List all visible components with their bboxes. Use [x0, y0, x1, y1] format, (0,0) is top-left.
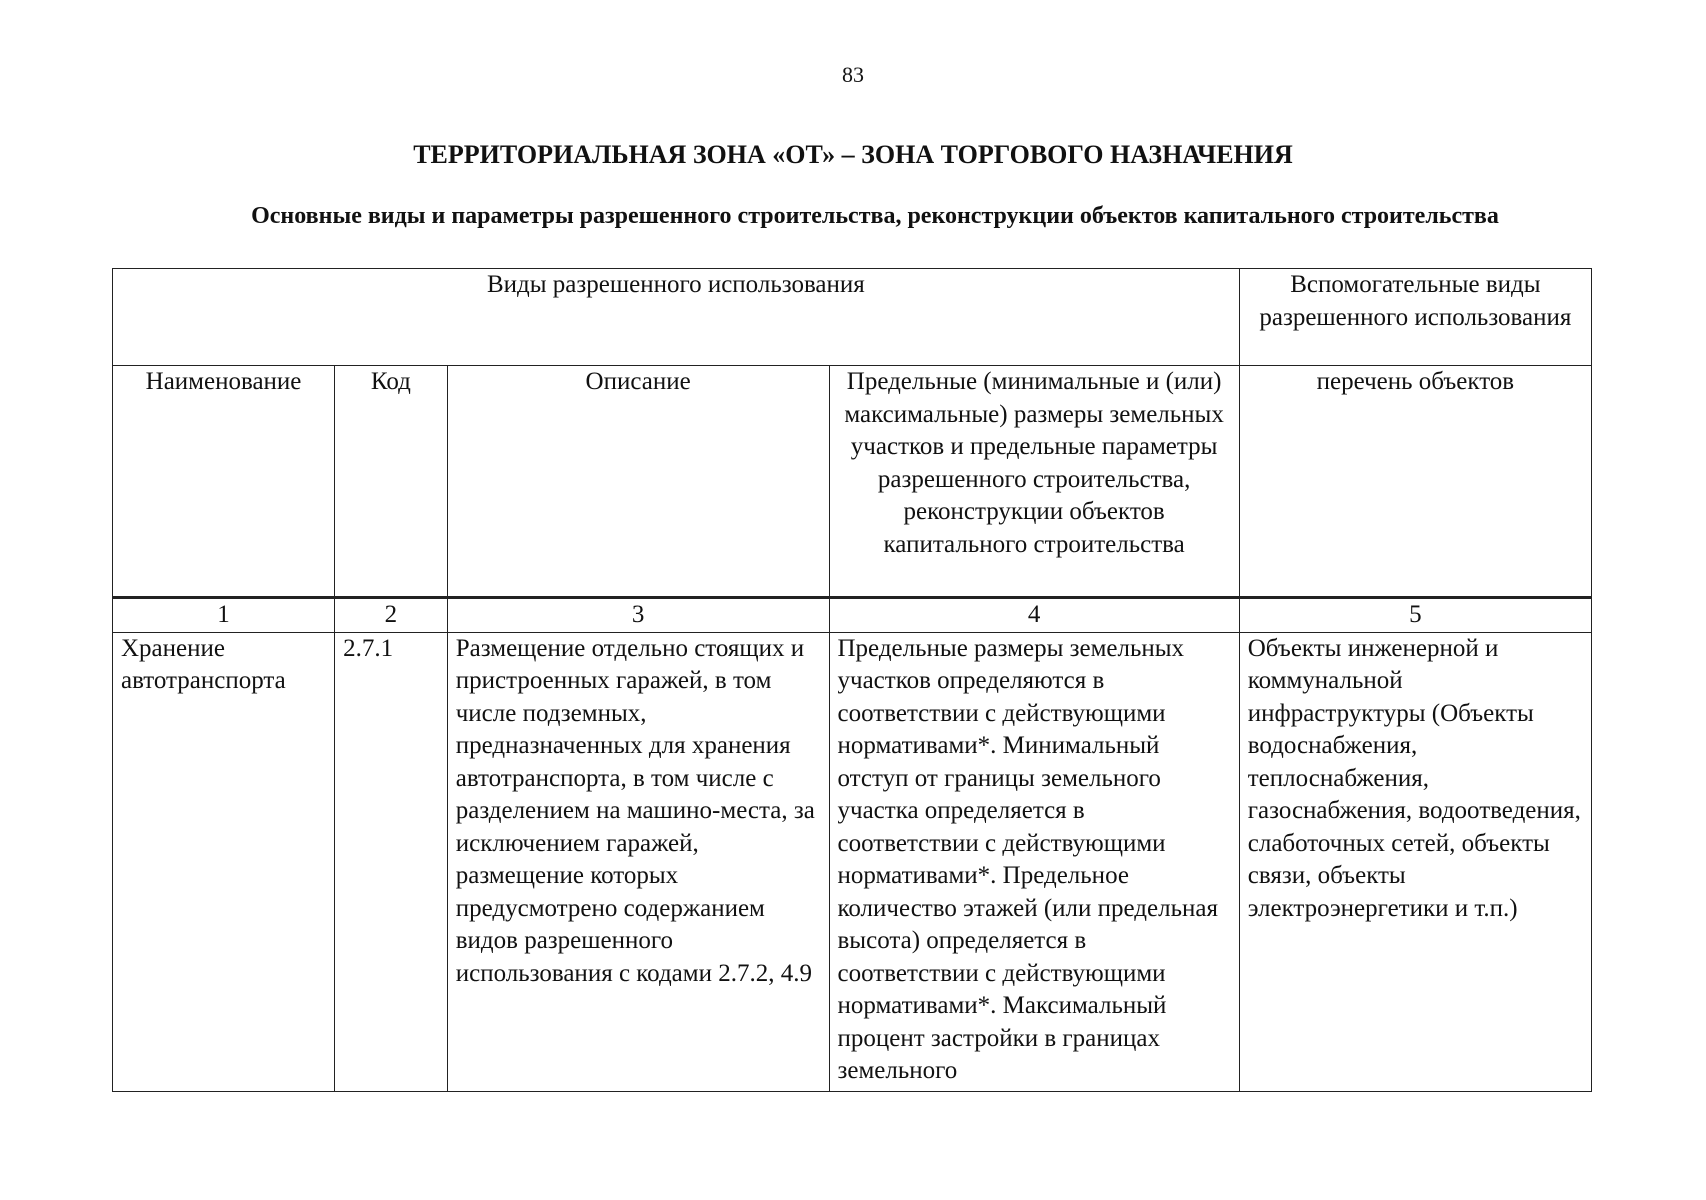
column-header-name: Наименование: [113, 366, 335, 598]
column-number: 5: [1239, 598, 1591, 633]
group-header-auxiliary-uses: Вспомогательные виды разрешенного использования: [1239, 269, 1591, 366]
section-title: Основные виды и параметры разрешенного строительства, реконструкции объектов капитального строительства: [251, 203, 1499, 229]
column-number: 2: [335, 598, 448, 633]
column-number-row: [113, 598, 1592, 633]
page-number: 83: [842, 62, 864, 87]
column-header-objects-list: перечень объектов: [1239, 366, 1591, 598]
cell-code: 2.7.1: [335, 632, 448, 1091]
cell-parameters: Предельные размеры земельных участков определяются в соответствии с действующими нормативами*. Минимальный отступ от границы земельного участка определяется в соответствии с действующими нормативами*. Предельное количество этажей (или предельная высота) определяется в соответствии с действующими нормативами*. Максимальный процент застройки в границах земельного: [829, 632, 1239, 1091]
zone-title: ТЕРРИТОРИАЛЬНАЯ ЗОНА «ОТ» – ЗОНА ТОРГОВОГО НАЗНАЧЕНИЯ: [413, 140, 1293, 169]
column-header-code: Код: [335, 366, 448, 598]
column-number: 3: [447, 598, 829, 633]
group-header-permitted-uses: Виды разрешенного использования: [113, 269, 1240, 366]
permitted-uses-table: [112, 268, 1592, 1092]
table-group-header-row: [113, 269, 1592, 366]
table-header-row: [113, 366, 1592, 598]
cell-name: Хранение автотранспорта: [113, 632, 335, 1091]
column-number: 1: [113, 598, 335, 633]
cell-description: Размещение отдельно стоящих и пристроенных гаражей, в том числе подземных, предназначенных для хранения автотранспорта, в том числе с разделением на машино-места, за исключением гаражей, размещение которых предусмотрено содержанием видов разрешенного использования с кодами 2.7.2, 4.9: [447, 632, 829, 1091]
column-number: 4: [829, 598, 1239, 633]
column-header-description: Описание: [447, 366, 829, 598]
cell-auxiliary-objects: Объекты инженерной и коммунальной инфраструктуры (Объекты водоснабжения, теплоснабжения, газоснабжения, водоотведения, слаботочных сетей, объекты связи, объекты электроэнергетики и т.п.): [1239, 632, 1591, 1091]
column-header-parameters: Предельные (минимальные и (или) максимальные) размеры земельных участков и предельные параметры разрешенного строительства, реконструкции объектов капитального строительства: [829, 366, 1239, 598]
table-row: [113, 632, 1592, 1091]
